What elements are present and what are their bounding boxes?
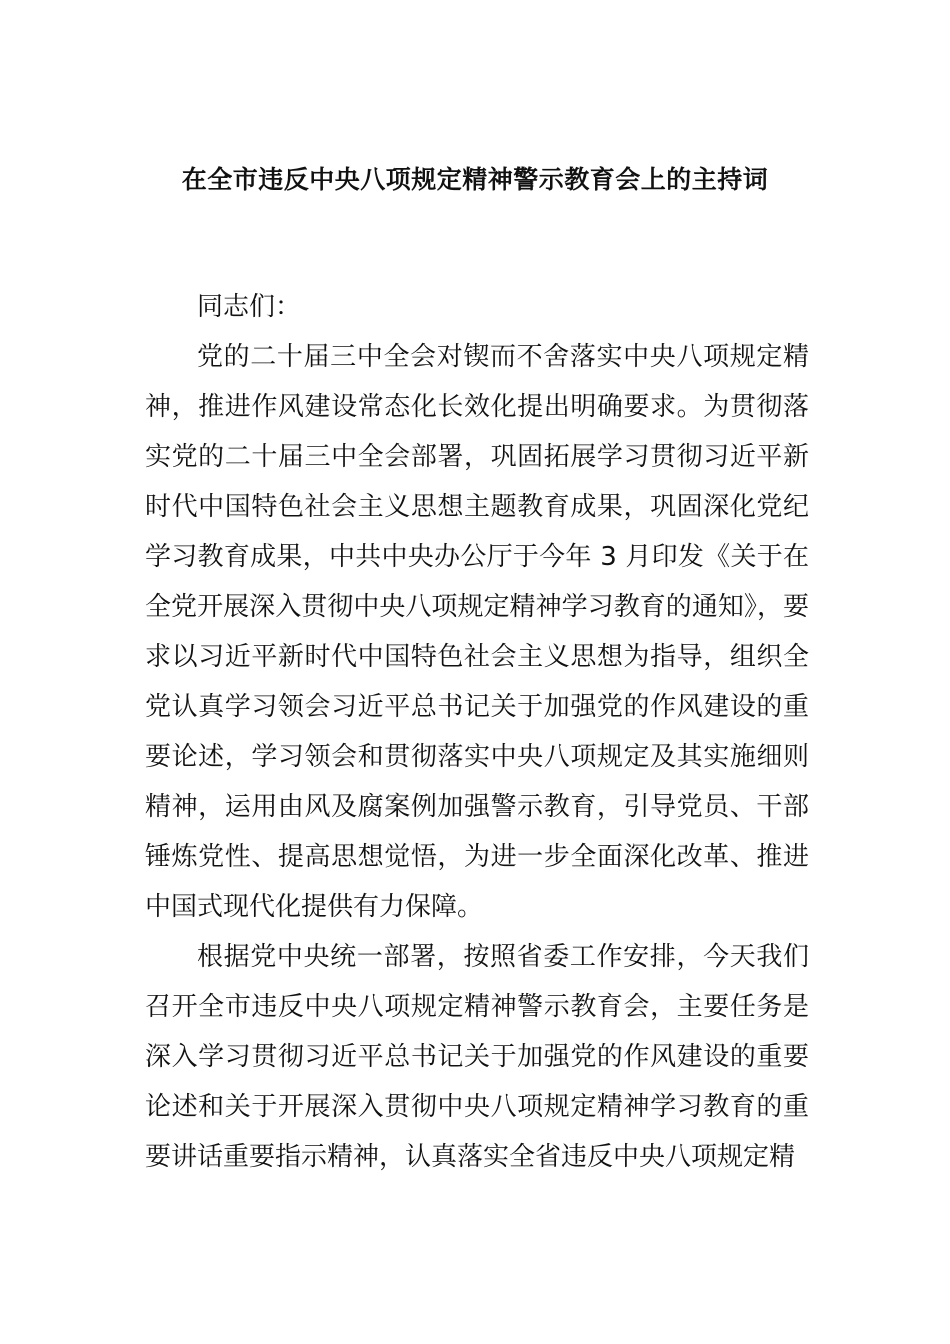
- document-title: 在全市违反中央八项规定精神警示教育会上的主持词: [181, 165, 769, 194]
- salutation: 同志们：: [197, 292, 302, 322]
- paragraph-2: 根据党中央统一部署，按照省委工作安排，今天我们召开全市违反中央八项规定精神警示教育会，主要任务是深入学习贯彻习近平总书记关于加强党的作风建设的重要论述和关于开展深入贯彻中央八项规定精神学习教育的重要讲话重要指示精神，认真落实全省违反中央八项规定精: [145, 942, 809, 1172]
- paragraph-1: 党的二十届三中全会对锲而不舍落实中央八项规定精神，推进作风建设常态化长效化提出明确要求。为贯彻落实党的二十届三中全会部署，巩固拓展学习贯彻习近平新时代中国特色社会主义思想主题教育成果，巩固深化党纪学习教育成果，中共中央办公厅于今年 3 月印发《关于在全党开展深入贯彻中央八项规定精神学习教育的通知》，要求以习近平新时代中国特色社会主义思想为指导，组织全党认真学习领会习近平总书记关于加强党的作风建设的重要论述，学习领会和贯彻落实中央八项规定及其实施细则精神，运用由风及腐案例加强警示教育，引导党员、干部锤炼党性、提高思想觉悟，为进一步全面深化改革、推进中国式现代化提供有力保障。: [145, 342, 809, 922]
- document-body: [145, 282, 809, 1182]
